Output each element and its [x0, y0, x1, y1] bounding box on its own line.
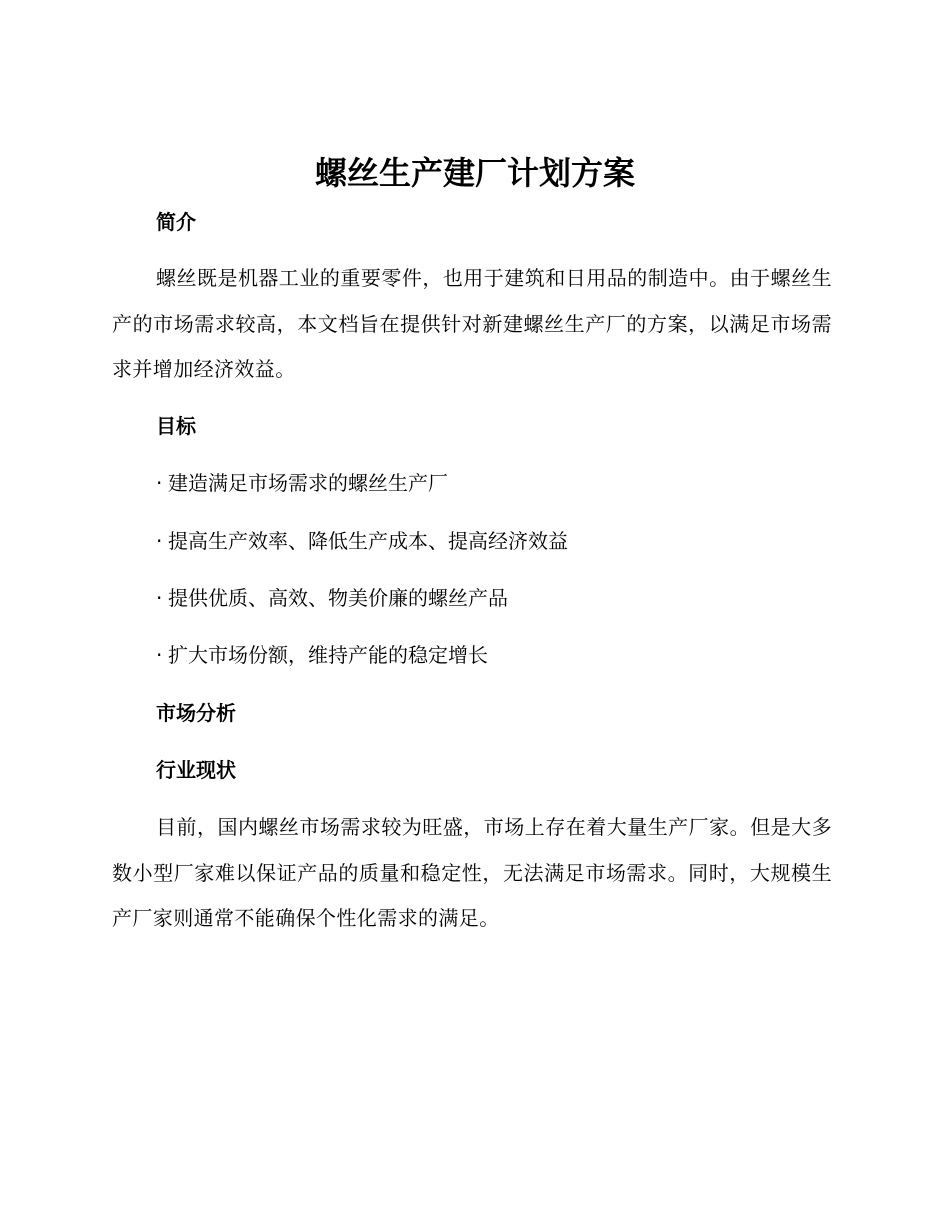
paragraph-industry-status: 目前，国内螺丝市场需求较为旺盛，市场上存在着大量生产厂家。但是大多数小型厂家难以保证产品的质量和稳定性，无法满足市场需求。同时，大规模生产厂家则通常不能确保个性化需求的满足。: [112, 815, 832, 930]
bullet-icon: ·: [156, 529, 163, 553]
bullet-icon: ·: [156, 643, 163, 667]
goal-item-3: [156, 584, 508, 612]
heading-intro: 简介: [156, 210, 196, 234]
heading-industry-status: 行业现状: [156, 758, 236, 782]
paragraph-intro: 螺丝既是机器工业的重要零件，也用于建筑和日用品的制造中。由于螺丝生产的市场需求较高，本文档旨在提供针对新建螺丝生产厂的方案，以满足市场需求并增加经济效益。: [112, 266, 832, 381]
bullet-icon: ·: [156, 586, 163, 610]
goal-item-text: 提高生产效率、降低生产成本、提高经济效益: [168, 529, 568, 553]
heading-market-analysis: 市场分析: [156, 701, 236, 725]
bullet-icon: ·: [156, 471, 163, 495]
document-title: 螺丝生产建厂计划方案: [314, 154, 635, 192]
goal-item-2: [156, 527, 568, 555]
goal-item-text: 扩大市场份额，维持产能的稳定增长: [168, 643, 488, 667]
goal-item-text: 建造满足市场需求的螺丝生产厂: [168, 471, 448, 495]
heading-goals: 目标: [156, 414, 196, 438]
goal-item-4: [156, 641, 488, 669]
goal-item-text: 提供优质、高效、物美价廉的螺丝产品: [168, 586, 508, 610]
goal-item-1: [156, 469, 448, 497]
